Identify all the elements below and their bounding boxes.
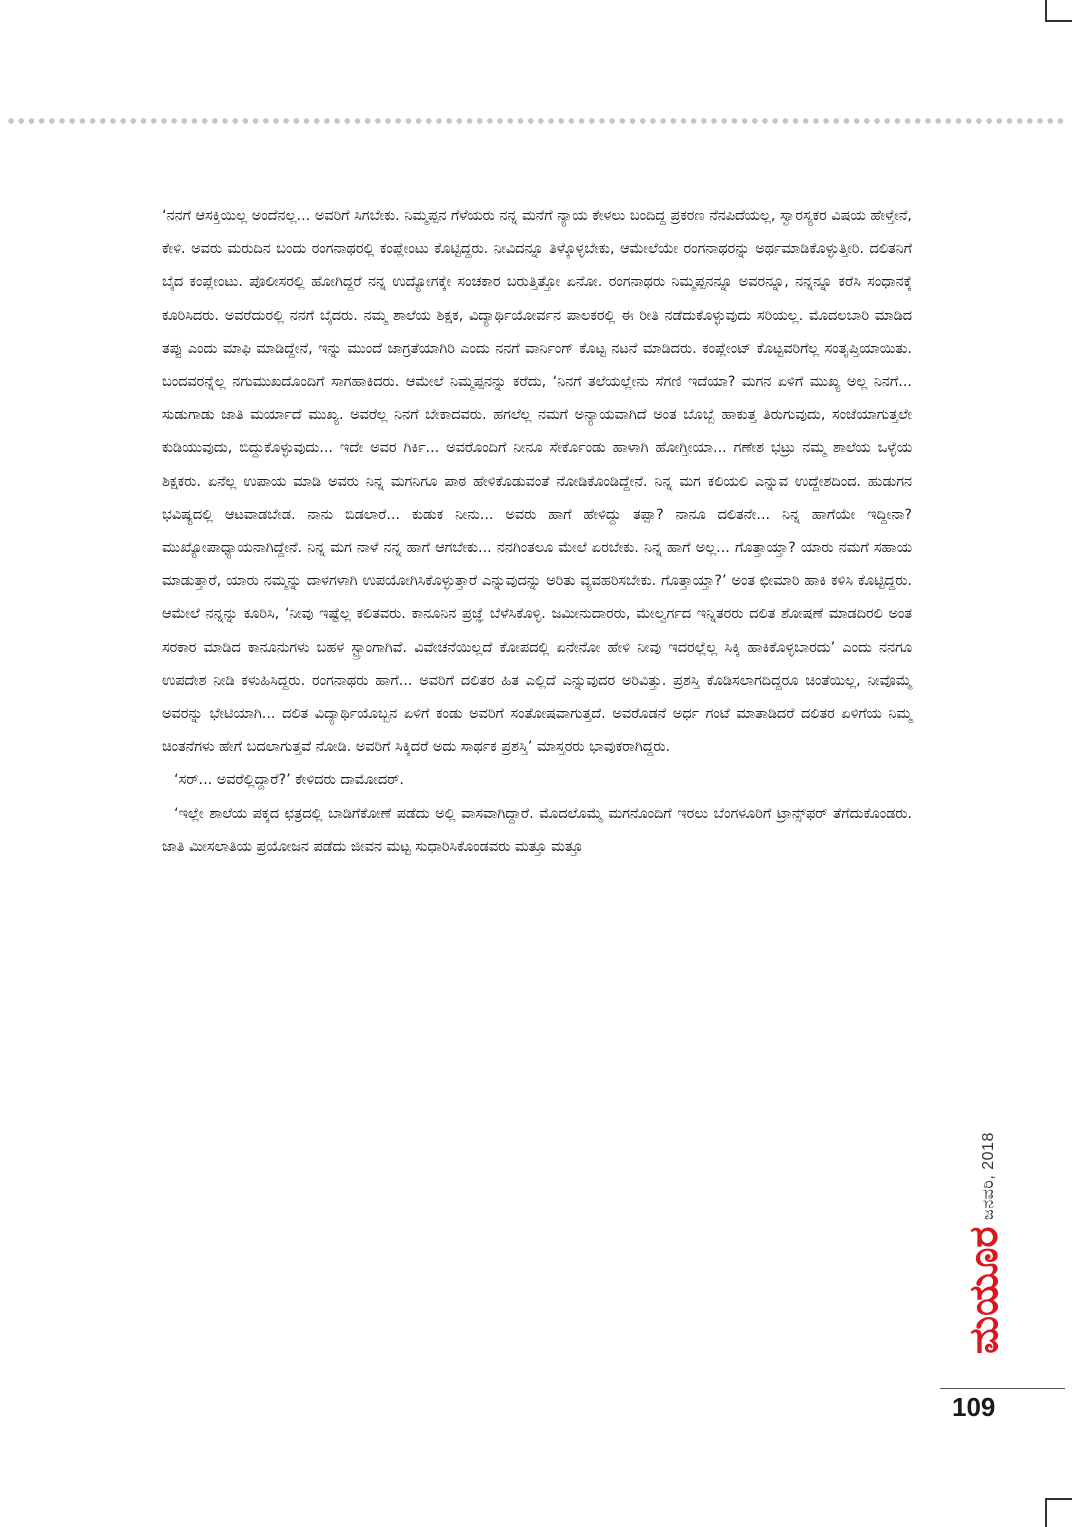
crop-mark-bottom <box>1045 1498 1072 1527</box>
article-paragraph-3: ‘ಇಲ್ಲೇ ಶಾಲೆಯ ಪಕ್ಕದ ಛತ್ರದಲ್ಲಿ ಬಾಡಿಗೆಕೋಣೆ ಪಡೆದು ಅಲ್ಲಿ ವಾಸವಾಗಿದ್ದಾರೆ. ಮೊದಲೊಮ್ಮೆ ಮಗನೊಂದಿಗೆ ಇರಲು ಬೆಂಗಳೂರಿಗೆ ಟ್ರಾನ್ಸ್‌ಫರ್ ತೆಗೆದುಕೊಂಡರು. ಜಾತಿ ಮೀಸಲಾತಿಯ ಪ್ರಯೋಜನ ಪಡೆದು ಜೀವನ ಮಟ್ಟ ಸುಧಾರಿಸಿಕೊಂಡವರು ಮತ್ತೂ ಮತ್ತೂ <box>162 805 912 855</box>
issue-date: ಜನವರಿ, 2018 <box>980 1132 997 1220</box>
page-number-rule <box>940 1388 1065 1389</box>
crop-mark-top <box>1045 0 1072 22</box>
dotted-divider <box>6 117 1066 125</box>
article-paragraph-1: ‘ನನಗೆ ಆಸಕ್ತಿಯಿಲ್ಲ ಅಂದೆನಲ್ಲ... ಅವರಿಗೆ ಸಿಗಬೇಕು. ನಿಮ್ಮಪ್ಪನ ಗೆಳೆಯರು ನನ್ನ ಮನೆಗೆ ನ್ಯಾಯ ಕೇಳಲು ಬಂದಿದ್ದ ಪ್ರಕರಣ ನೆನಪಿದೆಯಲ್ಲ, ಸ್ವಾರಸ್ಯಕರ ವಿಷಯ ಹೇಳ್ತೇನೆ, ಕೇಳಿ. ಅವರು ಮರುದಿನ ಬಂದು ರಂಗನಾಥರಲ್ಲಿ ಕಂಪ್ಲೇಂಟು ಕೊಟ್ಟಿದ್ದರು. ನೀವಿದನ್ನೂ ತಿಳ್ಕೊಳ್ಳಬೇಕು, ಆಮೇಲೆಯೇ ರಂಗನಾಥರನ್ನು ಅರ್ಥಮಾಡಿಕೊಳ್ಳುತ್ತೀರಿ. ದಲಿತನಿಗೆ ಬೈದ ಕಂಪ್ಲೇಂಟು. ಪೊಲೀಸರಲ್ಲಿ ಹೋಗಿದ್ದರೆ ನನ್ನ ಉದ್ಯೋಗಕ್ಕೇ ಸಂಚಕಾರ ಬರುತ್ತಿತ್ತೋ ಏನೋ. ರಂಗನಾಥರು ನಿಮ್ಮಪ್ಪನನ್ನೂ ಅವರನ್ನೂ, ನನ್ನನ್ನೂ ಕರೆಸಿ ಸಂಧಾನಕ್ಕೆ ಕೂರಿಸಿದರು. ಅವರೆದುರಲ್ಲಿ ನನಗೆ ಬೈದರು. ನಮ್ಮ ಶಾಲೆಯ ಶಿಕ್ಷಕ, ವಿದ್ಯಾರ್ಥಿಯೋರ್ವನ ಪಾಲಕರಲ್ಲಿ ಈ ರೀತಿ ನಡೆದುಕೊಳ್ಳುವುದು ಸರಿಯಲ್ಲ. ಮೊದಲಬಾರಿ ಮಾಡಿದ ತಪ್ಪು ಎಂದು ಮಾಫಿ ಮಾಡಿದ್ದೇನೆ, ಇನ್ನು ಮುಂದೆ ಜಾಗ್ರತೆಯಾಗಿರಿ ಎಂದು ನನಗೆ ವಾರ್ನಿಂಗ್ ಕೊಟ್ಟ ನಟನೆ ಮಾಡಿದರು. ಕಂಪ್ಲೇಂಟ್ ಕೊಟ್ಟವರಿಗೆಲ್ಲ ಸಂತೃಪ್ತಿಯಾಯಿತು. ಬಂದವರನ್ನೆಲ್ಲ ನಗುಮುಖದೊಂದಿಗೆ ಸಾಗಹಾಕಿದರು. ಆಮೇಲೆ ನಿಮ್ಮಪ್ಪನನ್ನು ಕರೆದು, ‘ನಿನಗೆ ತಲೆಯಲ್ಲೇನು ಸೆಗಣಿ ಇದೆಯಾ? ಮಗನ ಏಳಿಗೆ ಮುಖ್ಯ ಅಲ್ಲ ನಿನಗೆ... ಸುಡುಗಾಡು ಜಾತಿ ಮರ್ಯಾದೆ ಮುಖ್ಯ. ಅವರೆಲ್ಲ ನಿನಗೆ ಬೇಕಾದವರು. ಹಗಲೆಲ್ಲ ನಮಗೆ ಅನ್ಯಾಯವಾಗಿದೆ ಅಂತ ಬೊಬ್ಬೆ ಹಾಕುತ್ತ ತಿರುಗುವುದು, ಸಂಜೆಯಾಗುತ್ತಲೇ ಕುಡಿಯುವುದು, ಬಿದ್ದುಕೊಳ್ಳುವುದು... ಇದೇ ಅವರ ಗಿರ್ಕಿ... ಅವರೊಂದಿಗೆ ನೀನೂ ಸೇರ್ಕೊಂಡು ಹಾಳಾಗಿ ಹೋಗ್ತೀಯಾ... ಗಣೇಶ ಭಟ್ರು ನಮ್ಮ ಶಾಲೆಯ ಒಳ್ಳೆಯ ಶಿಕ್ಷಕರು. ಏನೆಲ್ಲ ಉಪಾಯ ಮಾಡಿ ಅವರು ನಿನ್ನ ಮಗನಿಗೂ ಪಾಠ ಹೇಳಿಕೊಡುವಂತೆ ನೋಡಿಕೊಂಡಿದ್ದೇನೆ. ನಿನ್ನ ಮಗ ಕಲಿಯಲಿ ಎನ್ನುವ ಉದ್ದೇಶದಿಂದ. ಹುಡುಗನ ಭವಿಷ್ಯದಲ್ಲಿ ಆಟವಾಡಬೇಡ. ನಾನು ಬಿಡಲಾರೆ... ಕುಡುಕ ನೀನು... ಅವರು ಹಾಗೆ ಹೇಳಿದ್ದು ತಪ್ಪಾ? ನಾನೂ ದಲಿತನೇ... ನಿನ್ನ ಹಾಗೆಯೇ ಇದ್ದೀನಾ? ಮುಖ್ಯೋಪಾಧ್ಯಾಯನಾಗಿದ್ದೇನೆ. ನಿನ್ನ ಮಗ ನಾಳೆ ನನ್ನ ಹಾಗೆ ಆಗಬೇಕು... ನನಗಿಂತಲೂ ಮೇಲೆ ಏರಬೇಕು. ನಿನ್ನ ಹಾಗೆ ಅಲ್ಲ... ಗೊತ್ತಾಯ್ತಾ? ಯಾರು ನಮಗೆ ಸಹಾಯ ಮಾಡುತ್ತಾರೆ, ಯಾರು ನಮ್ಮನ್ನು ದಾಳಗಳಾಗಿ ಉಪಯೋಗಿಸಿಕೊಳ್ಳುತ್ತಾರೆ ಎನ್ನುವುದನ್ನು ಅರಿತು ವ್ಯವಹರಿಸಬೇಕು. ಗೊತ್ತಾಯ್ತಾ?’ ಅಂತ ಛೀಮಾರಿ ಹಾಕಿ ಕಳಿಸಿ ಕೊಟ್ಟಿದ್ದರು. ಆಮೇಲೆ ನನ್ನನ್ನು ಕೂರಿಸಿ, ‘ನೀವು ಇಷ್ಟೆಲ್ಲ ಕಲಿತವರು. ಕಾನೂನಿನ ಪ್ರಜ್ಞೆ ಬೆಳೆಸಿಕೊಳ್ಳಿ. ಜಮೀನುದಾರರು, ಮೇಲ್ವರ್ಗದ ಇನ್ನಿತರರು ದಲಿತ ಶೋಷಣೆ ಮಾಡದಿರಲಿ ಅಂತ ಸರಕಾರ ಮಾಡಿದ ಕಾನೂನುಗಳು ಬಹಳ ಸ್ಟ್ರಾಂಗಾಗಿವೆ. ವಿವೇಚನೆಯಿಲ್ಲದೆ ಕೋಪದಲ್ಲಿ ಏನೇನೋ ಹೇಳಿ ನೀವು ಇದರಲ್ಲೆಲ್ಲ ಸಿಕ್ಕಿ ಹಾಕಿಕೊಳ್ಳಬಾರದು’ ಎಂದು ನನಗೂ ಉಪದೇಶ ನೀಡಿ ಕಳುಹಿಸಿದ್ದರು. ರಂಗನಾಥರು ಹಾಗೆ... ಅವರಿಗೆ ದಲಿತರ ಹಿತ ಎಲ್ಲಿದೆ ಎನ್ನುವುದರ ಅರಿವಿತ್ತು. ಪ್ರಶಸ್ತಿ ಕೊಡಿಸಲಾಗದಿದ್ದರೂ ಚಿಂತೆಯಿಲ್ಲ, ನೀವೊಮ್ಮೆ ಅವರನ್ನು ಭೇಟಿಯಾಗಿ... ದಲಿತ ವಿದ್ಯಾರ್ಥಿಯೊಬ್ಬನ ಏಳಿಗೆ ಕಂಡು ಅವರಿಗೆ ಸಂತೋಷವಾಗುತ್ತದೆ. ಅವರೊಡನೆ ಅರ್ಧ ಗಂಟೆ ಮಾತಾಡಿದರೆ ದಲಿತರ ಏಳಿಗೆಯ ನಿಮ್ಮ ಚಿಂತನೆಗಳು ಹೇಗೆ ಬದಲಾಗುತ್ತವೆ ನೋಡಿ. ಅವರಿಗೆ ಸಿಕ್ಕಿದರೆ ಅದು ಸಾರ್ಥಕ ಪ್ರಶಸ್ತಿ’ ಮಾಸ್ತರರು ಭಾವುಕರಾಗಿದ್ದರು. <box>162 208 912 756</box>
magazine-logo: ಮಯೂರ <box>961 1226 1007 1354</box>
article-paragraph-2: ‘ಸರ್... ಅವರೆಲ್ಲಿದ್ದಾರೆ?’ ಕೇಳಿದರು ದಾಮೋದರ್. <box>174 772 405 789</box>
article-body <box>162 200 912 864</box>
page-number: 109 <box>952 1392 996 1422</box>
magazine-sidebar <box>948 1110 1020 1354</box>
